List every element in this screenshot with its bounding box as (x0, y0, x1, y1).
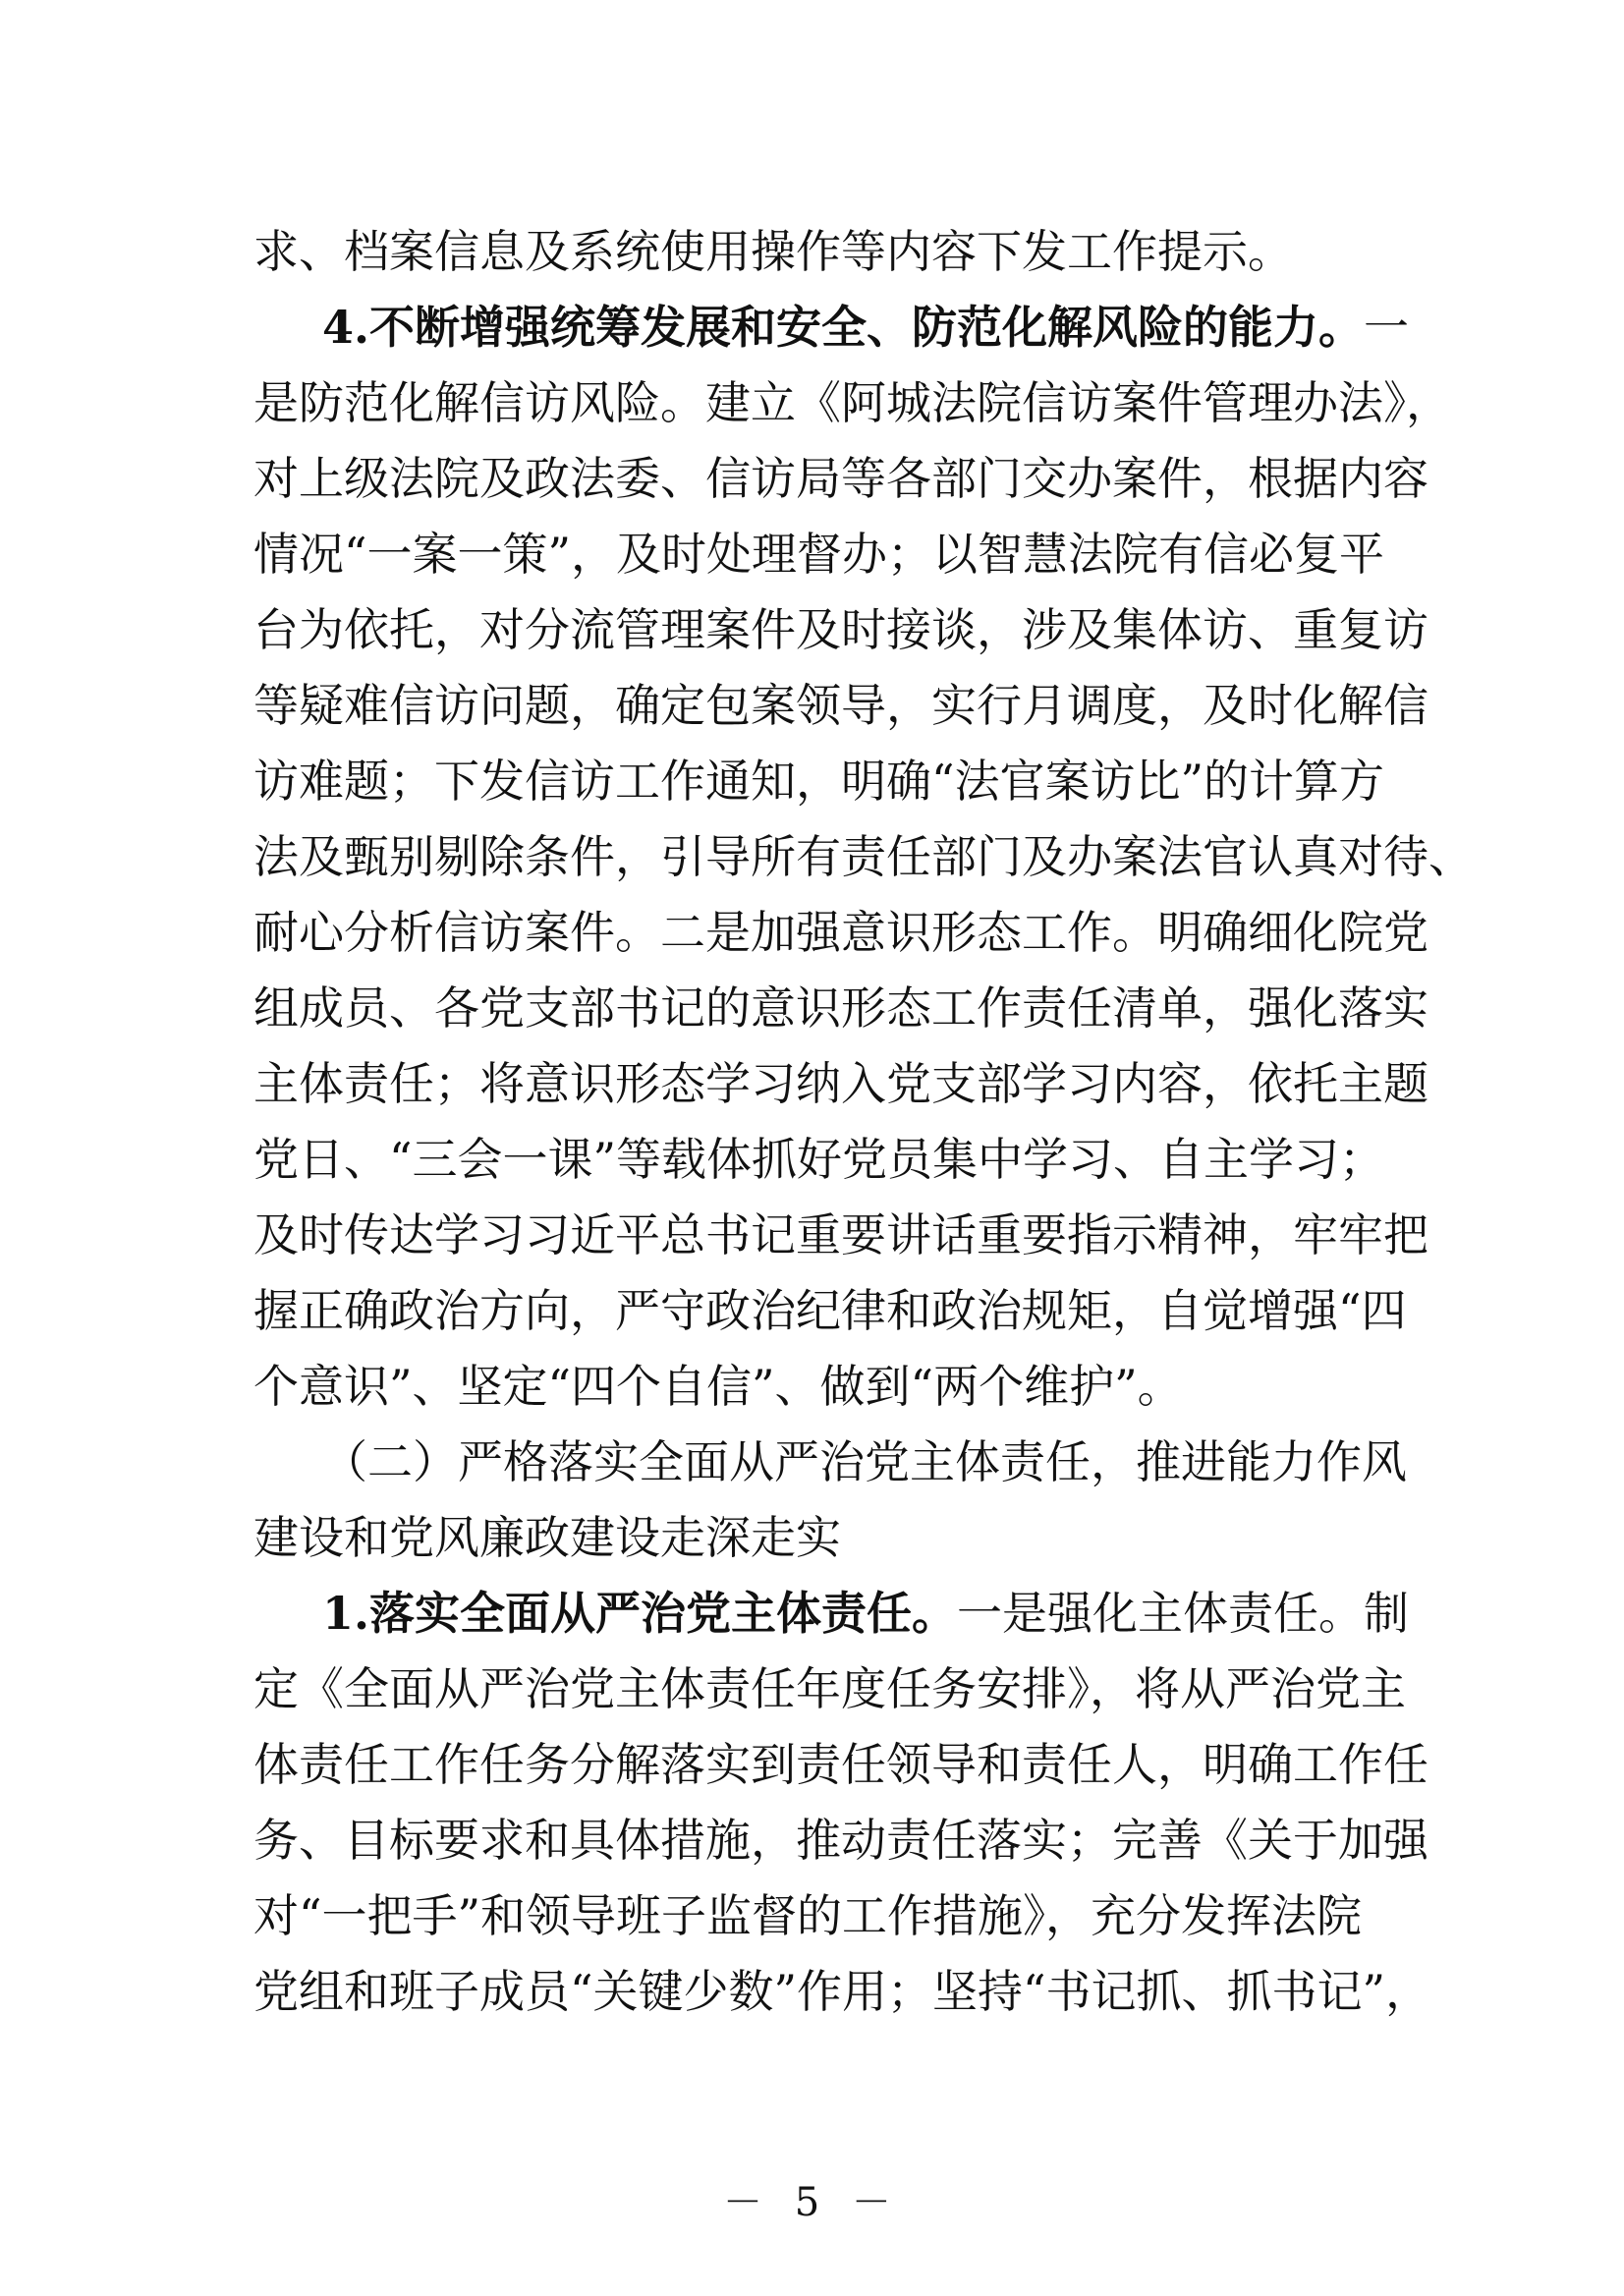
body-text-line: 及时传达学习习近平总书记重要讲话重要指示精神，牢牢把 (253, 1208, 1428, 1261)
body-text-line: 对上级法院及政法委、信访局等各部门交办案件，根据内容 (253, 452, 1428, 505)
body-text-line: 情况“一案一策”，及时处理督办；以智慧法院有信必复平 (253, 528, 1385, 581)
paragraph-4-first-line (322, 290, 1409, 364)
paragraph-1-heading: 1.落实全面从严治党主体责任。 (322, 1587, 958, 1640)
paragraph-1-first-line (322, 1576, 1409, 1651)
body-text-line: 求、档案信息及系统使用操作等内容下发工作提示。 (253, 225, 1293, 278)
paragraph-4-text: 一 (1364, 301, 1410, 354)
body-text-line: 握正确政治方向，严守政治纪律和政治规矩，自觉增强“四 (253, 1284, 1407, 1337)
body-text-line: 等疑难信访问题，确定包案领导，实行月调度，及时化解信 (253, 679, 1428, 732)
body-text-fragment: 防范化解信访风险。建立《阿城法院信访案件管理办法》， (299, 376, 1451, 429)
body-text-line: 务、目标要求和具体措施，推动责任落实；完善《关于加强 (253, 1814, 1428, 1867)
body-text-line: 定《全面从严治党主体责任年度任务安排》，将从严治党主 (253, 1662, 1406, 1715)
body-text-line (253, 365, 1451, 440)
body-text-line: 主体责任；将意识形态学习纳入党支部学习内容，依托主题 (253, 1057, 1428, 1110)
body-text-line: 个意识”、坚定“四个自信”、做到“两个维护”。 (253, 1360, 1183, 1413)
paragraph-1-text: 一是强化主体责任。制 (957, 1587, 1410, 1640)
body-text-line: 体责任工作任务分解落实到责任领导和责任人，明确工作任 (253, 1738, 1428, 1791)
body-text-line: 台为依托，对分流管理案件及时接谈，涉及集体访、重复访 (253, 603, 1428, 656)
body-text-line: 访难题；下发信访工作通知，明确“法官案访比”的计算方 (253, 755, 1385, 808)
body-text-line: 对“一把手”和领导班子监督的工作措施》，充分发挥法院 (253, 1889, 1363, 1942)
body-text-line: 组成员、各党支部书记的意识形态工作责任清单，强化落实 (253, 981, 1428, 1035)
body-text-fragment: 是 (253, 376, 299, 429)
paragraph-4-heading: 4.不断增强统筹发展和安全、防范化解风险的能力。 (322, 301, 1365, 354)
page-number: － 5 － (723, 2180, 901, 2225)
body-text-line: 党日、“三会一课”等载体抓好党员集中学习、自主学习； (253, 1133, 1385, 1186)
body-text-line: 耐心分析信访案件。二是加强意识形态工作。明确细化院党 (253, 906, 1428, 959)
section-heading-continuation: 建设和党风廉政建设走深走实 (253, 1511, 841, 1564)
body-text-line: 法及甄别剔除条件，引导所有责任部门及办案法官认真对待、 (253, 830, 1474, 883)
body-text-line: 党组和班子成员“关键少数”作用；坚持“书记抓、抓书记”， (253, 1965, 1431, 2018)
section-heading: （二）严格落实全面从严治党主体责任，推进能力作风 (322, 1435, 1407, 1488)
